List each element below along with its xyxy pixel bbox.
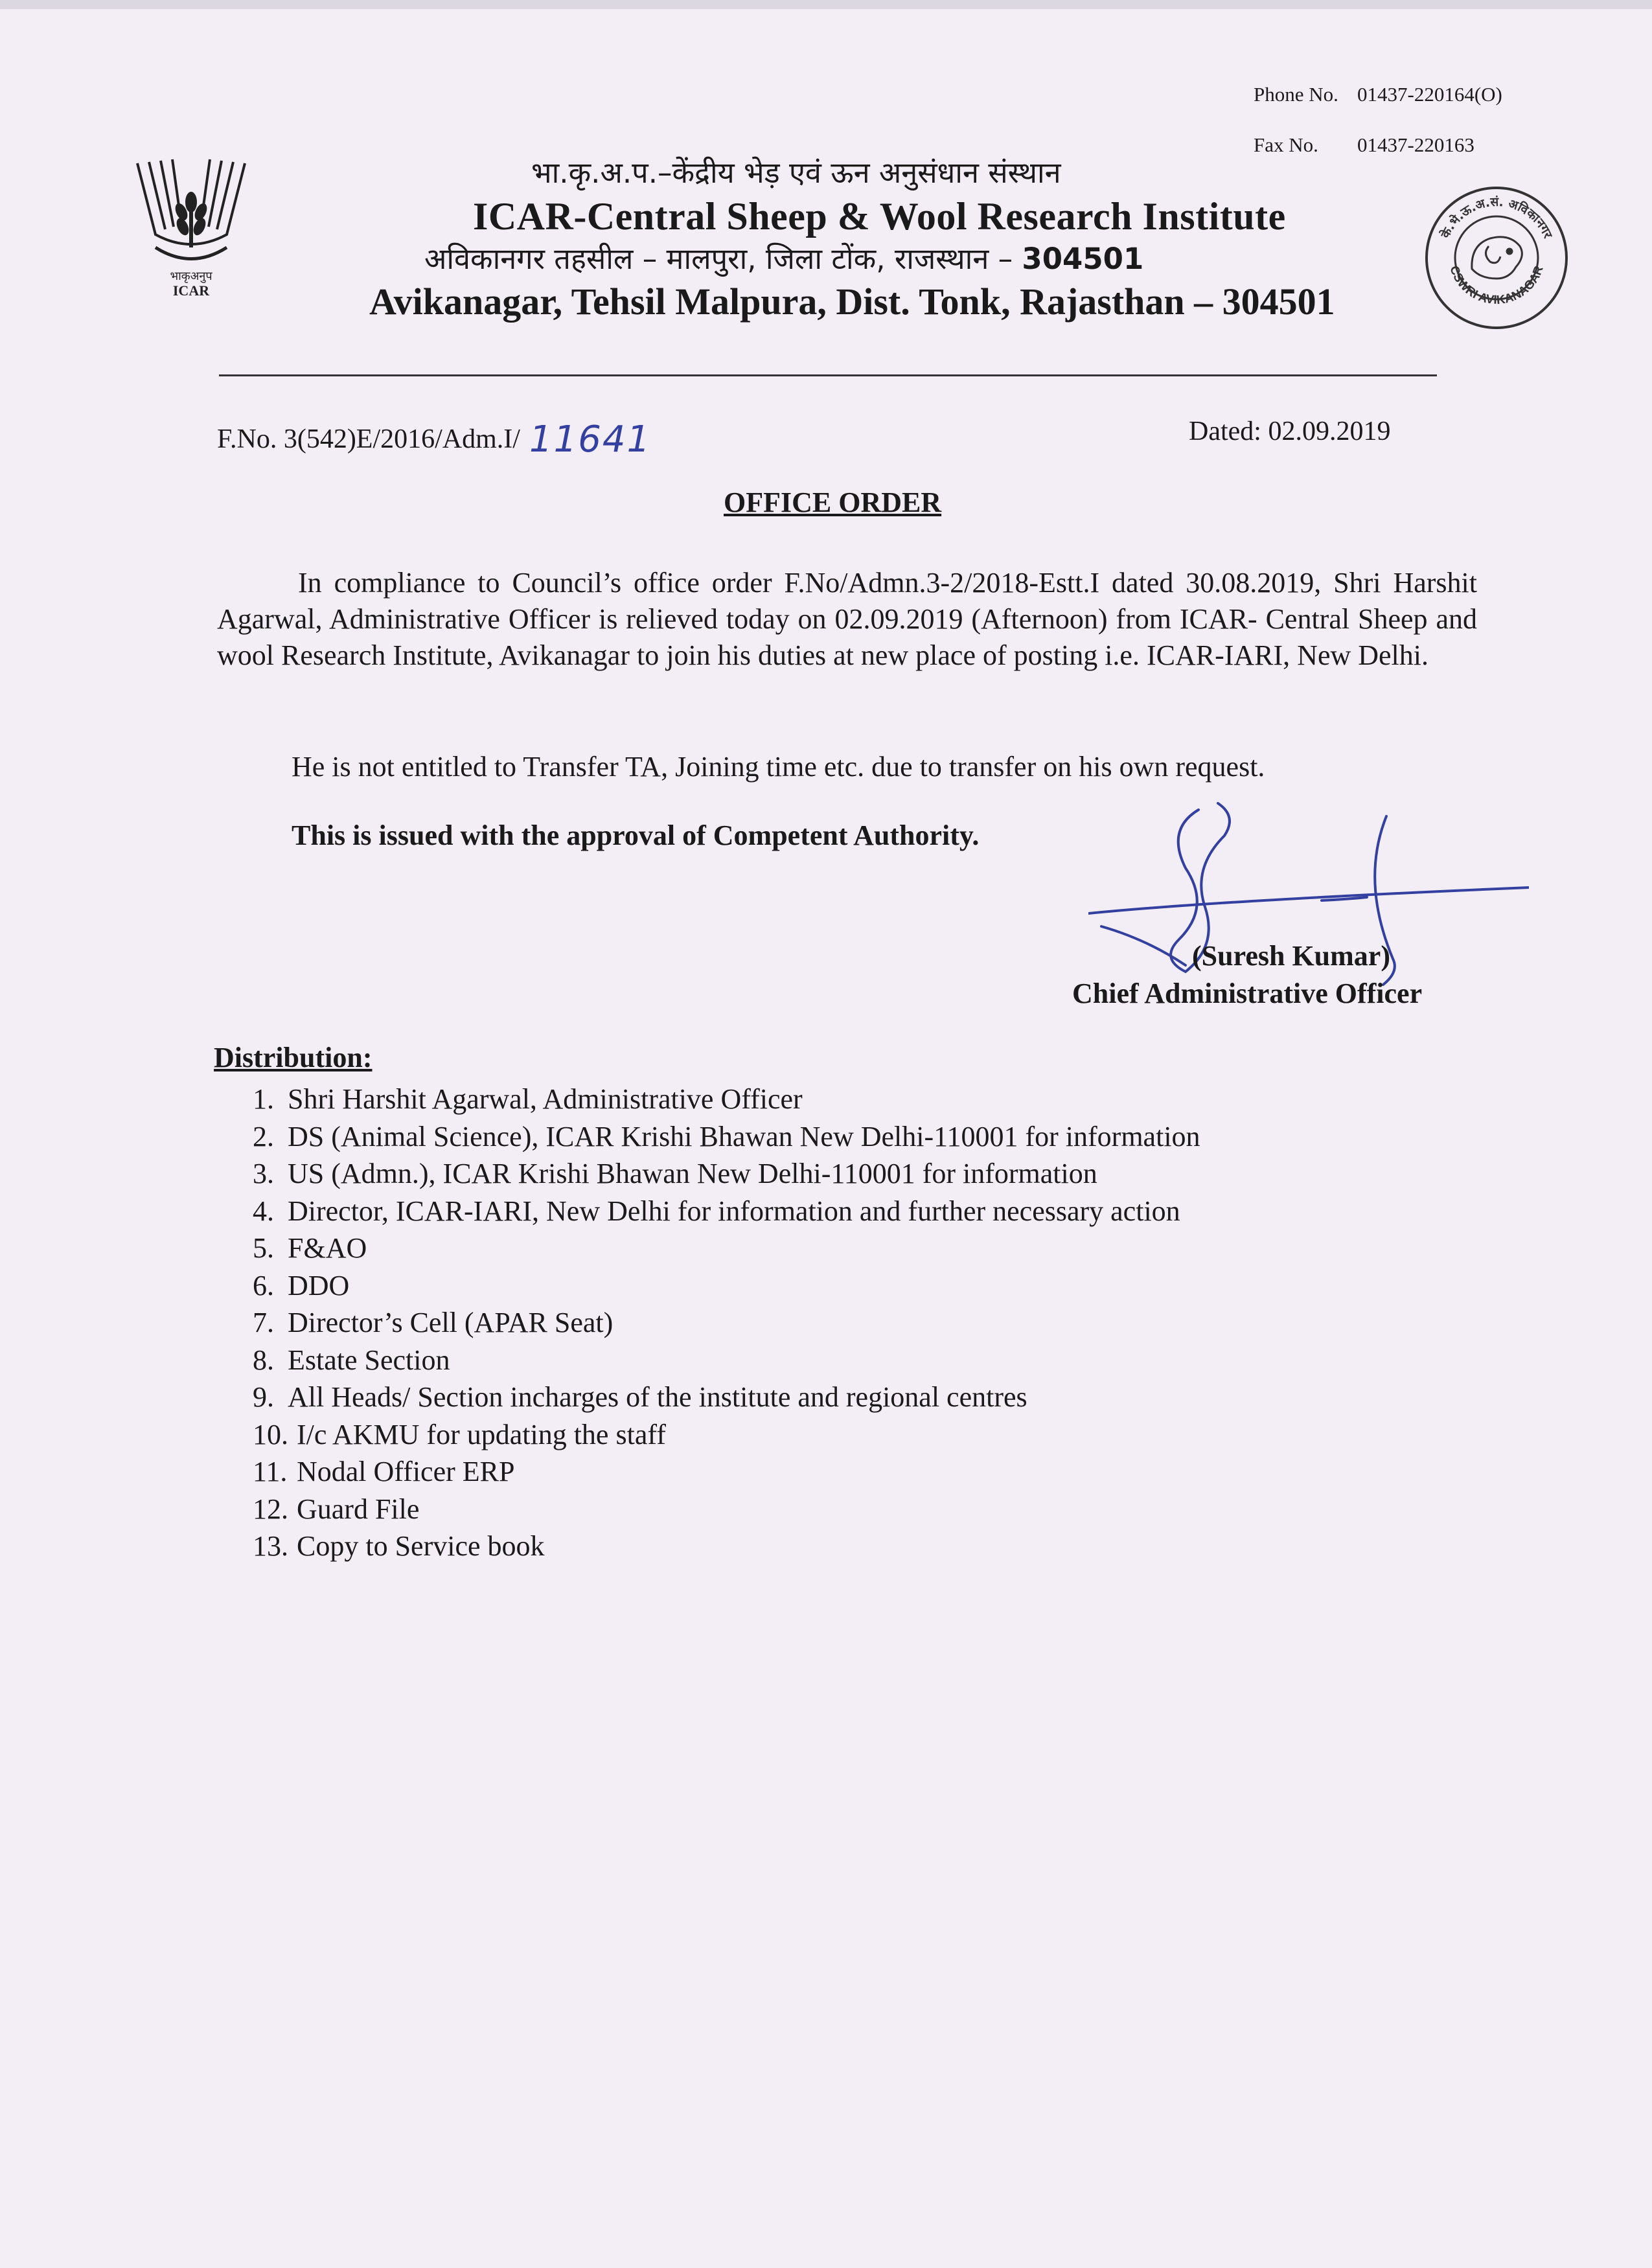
- icar-wheat-logo-icon: [130, 157, 253, 306]
- hindi-institute-title: भा.कृ.अ.प.–केंद्रीय भेड़ एवं ऊन अनुसंधान संस्थान: [531, 155, 1061, 190]
- fax-line: [1254, 133, 1474, 157]
- distribution-list: [253, 1081, 1200, 1565]
- phone-line: [1254, 83, 1502, 106]
- scan-edge: [0, 0, 1652, 9]
- list-item: 4. Director, ICAR-IARI, New Delhi for information and further necessary action: [253, 1195, 1180, 1227]
- list-item: 1. Shri Harshit Agarwal, Administrative Officer: [253, 1083, 803, 1115]
- phone-label: Phone No.: [1254, 83, 1338, 106]
- seal-bottom-text: CSWRI AVIKANAGAR: [1447, 264, 1546, 308]
- dated-line: Dated: 02.09.2019: [1189, 417, 1391, 446]
- order-body: [217, 565, 1477, 674]
- list-item: 9. All Heads/ Section incharges of the institute and regional centres: [253, 1381, 1027, 1413]
- list-item: 13. Copy to Service book: [253, 1530, 545, 1562]
- header-divider: [219, 374, 1437, 376]
- list-item: 11. Nodal Officer ERP: [253, 1456, 515, 1487]
- handwritten-dispatch-number: 11641: [529, 418, 652, 461]
- order-paragraph-1: In compliance to Council’s office order F.No/Admn.3-2/2018-Estt.I dated 30.08.2019, Shri Harshit Agarwal, Administrative Officer is relieved today on 02.09.2019 (Afternoon) from ICAR- Central Sheep and wool Research Institute, Avikanagar to join his duties at new place of posting i.e. ICAR-IARI, New Delhi.: [217, 567, 1477, 671]
- logo-hindi-text: भाकृअनुप: [170, 269, 212, 283]
- list-item: 12. Guard File: [253, 1493, 420, 1525]
- hindi-address: [424, 238, 1143, 278]
- fax-value: 01437-220163: [1357, 133, 1474, 156]
- list-item: 2. DS (Animal Science), ICAR Krishi Bhawan New Delhi-110001 for information: [253, 1120, 1200, 1152]
- signatory-name: (Suresh Kumar): [1192, 940, 1390, 972]
- list-item: 10. I/c AKMU for updating the staff: [253, 1418, 666, 1450]
- list-item: 3. US (Admn.), ICAR Krishi Bhawan New Delhi-110001 for information: [253, 1158, 1097, 1189]
- english-address: Avikanagar, Tehsil Malpura, Dist. Tonk, Rajasthan – 304501: [369, 281, 1335, 323]
- signatory-designation: Chief Administrative Officer: [1072, 978, 1423, 1009]
- hindi-address-pin: 304501: [1022, 242, 1144, 276]
- distribution-heading: Distribution:: [214, 1042, 373, 1073]
- list-item: 8. Estate Section: [253, 1344, 450, 1376]
- list-item: 7. Director’s Cell (APAR Seat): [253, 1307, 614, 1338]
- order-paragraph-2: He is not entitled to Transfer TA, Joining time etc. due to transfer on his own request.: [292, 751, 1265, 783]
- cswri-seal-icon: [1419, 181, 1574, 330]
- list-item: 6. DDO: [253, 1269, 350, 1301]
- file-number: [217, 415, 652, 461]
- logo-text: ICAR: [172, 282, 210, 299]
- fax-label: Fax No.: [1254, 133, 1318, 156]
- seal-top-text: के.भे.ऊ.अ.सं. अविकानगर: [1438, 194, 1555, 241]
- list-item: 5. F&AO: [253, 1232, 367, 1264]
- hindi-address-text: अविकानगर तहसील – मालपुरा, जिला टोंक, राजस्थान –: [424, 242, 1013, 276]
- office-order-heading: OFFICE ORDER: [724, 487, 942, 518]
- file-number-text: F.No. 3(542)E/2016/Adm.I/: [217, 424, 520, 454]
- phone-value: 01437-220164(O): [1357, 83, 1502, 106]
- english-institute-title: ICAR-Central Sheep & Wool Research Institute: [473, 195, 1286, 238]
- order-paragraph-3: This is issued with the approval of Competent Authority.: [292, 819, 980, 851]
